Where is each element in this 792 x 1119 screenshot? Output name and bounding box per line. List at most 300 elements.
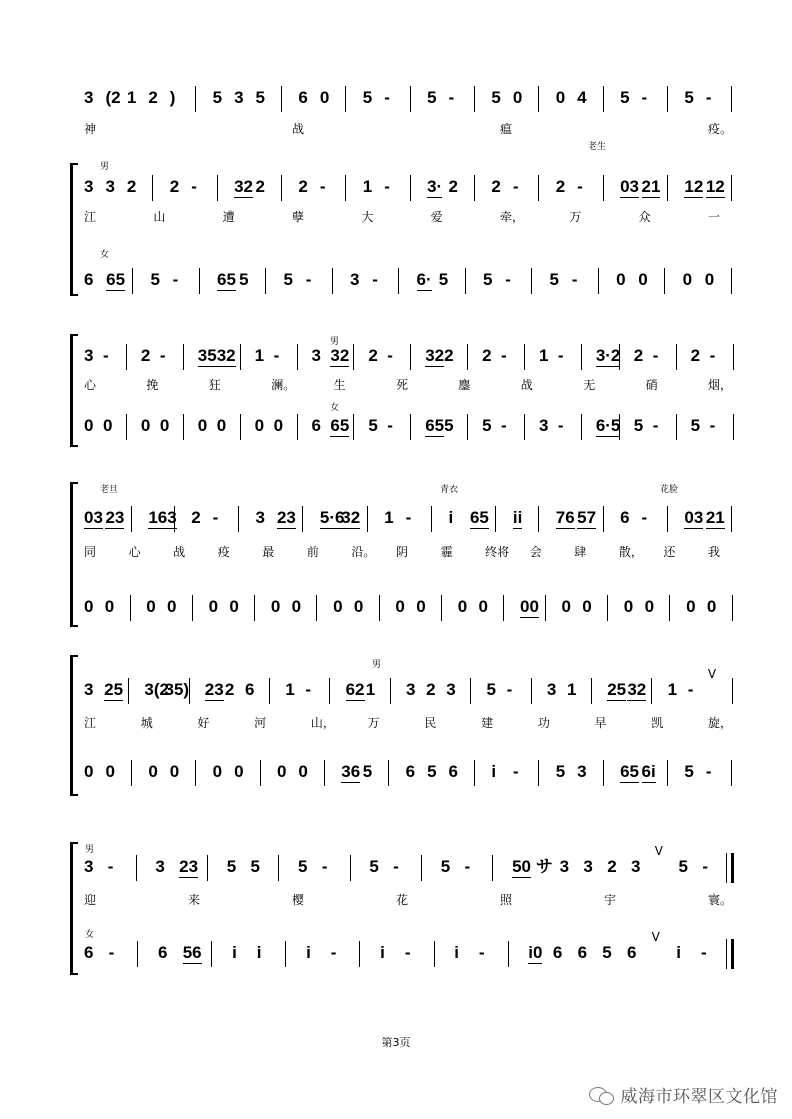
bar-line [733, 414, 734, 440]
note: - [571, 270, 578, 289]
bar-line [332, 268, 333, 294]
note: 32 [627, 680, 647, 699]
note: 0 [104, 597, 115, 616]
note: 50 [512, 857, 531, 876]
note: - [501, 346, 507, 365]
bar-line [329, 678, 330, 704]
note: - [577, 177, 583, 196]
bar-line [731, 506, 732, 532]
note: 0 [395, 597, 405, 616]
bar-line [538, 86, 539, 112]
note: - [319, 177, 326, 196]
note: 0 [140, 416, 151, 435]
note: - [305, 680, 312, 699]
note: 6 [577, 943, 588, 962]
bar-line [598, 268, 599, 294]
note: - [393, 857, 399, 876]
note: 2 [607, 857, 617, 876]
note: 5 [491, 88, 501, 107]
bar-line [285, 941, 286, 967]
bar-line [538, 760, 539, 786]
bar-line [297, 344, 298, 370]
note: 5 [427, 88, 437, 107]
note: 3 [84, 88, 94, 107]
note: - [102, 346, 109, 365]
note: (2 [105, 88, 121, 107]
bar-line [492, 855, 493, 881]
bar-line [324, 760, 325, 786]
note: 5 [283, 270, 293, 289]
note: 5 [633, 416, 644, 435]
lyric: 战 [173, 545, 186, 559]
bar-line [470, 678, 471, 704]
note: 0 [212, 762, 223, 781]
note: - [557, 346, 564, 365]
bar-line [603, 506, 604, 532]
note: 3·2 [595, 346, 621, 365]
note: - [702, 857, 708, 876]
role-label: 老旦 [100, 485, 119, 495]
breath-mark: V [707, 667, 717, 681]
bar-line [581, 414, 582, 440]
system-brace [70, 842, 79, 975]
bar-line [359, 941, 360, 967]
note: 2 [448, 177, 458, 196]
note: 3 [538, 416, 549, 435]
bar-line [126, 344, 127, 370]
bar-line [269, 678, 270, 704]
note: 0 [197, 416, 208, 435]
note: 65 [106, 270, 126, 289]
note: i [676, 943, 682, 962]
note: 32 [234, 177, 254, 196]
lyric: 疫。 [708, 122, 733, 136]
note: 6 [84, 270, 94, 289]
bar-line [731, 760, 732, 786]
note: 1 [254, 346, 265, 365]
note: - [107, 857, 114, 876]
note: 5 [482, 416, 492, 435]
note: 03 [684, 508, 704, 527]
note: 5 [549, 270, 560, 289]
note: 12 [684, 177, 704, 196]
note: 6 [552, 943, 563, 962]
note: - [641, 508, 648, 527]
note: 0 [623, 597, 634, 616]
bar-line [503, 595, 504, 621]
note: 0 [333, 597, 343, 616]
note: 2 [426, 680, 436, 699]
bar-line [240, 344, 241, 370]
bar-line [731, 268, 732, 294]
bar-line [434, 941, 435, 967]
note: 2 [444, 346, 454, 365]
bar-line [619, 414, 620, 440]
note: 03 [84, 508, 103, 527]
bar-line [731, 86, 732, 112]
note: - [641, 88, 648, 107]
bar-line [467, 344, 468, 370]
bar-line [183, 414, 184, 440]
note: ii [512, 508, 523, 527]
lyric: 无 [583, 378, 596, 392]
note: - [384, 88, 390, 107]
note: 6 [620, 508, 630, 527]
bar-line [508, 941, 509, 967]
note: - [372, 270, 378, 289]
note: i [232, 943, 237, 962]
bar-line [297, 414, 298, 440]
note: 6i [641, 762, 656, 781]
breath-mark: V [654, 844, 663, 858]
note: i [380, 943, 385, 962]
lyric: 城 [140, 716, 153, 730]
bar-line [195, 86, 196, 112]
note: 65 [425, 416, 445, 435]
note: 5 [362, 88, 373, 107]
bar-line [421, 855, 422, 881]
note: 1 [126, 88, 137, 107]
note: - [652, 416, 659, 435]
role-label: 青衣 [440, 485, 459, 495]
lyric: 万 [367, 716, 380, 730]
bar-line [131, 760, 132, 786]
note: - [159, 346, 166, 365]
bar-line [732, 678, 733, 704]
bar-line [733, 344, 734, 370]
watermark [589, 1082, 779, 1107]
note: 25 [607, 680, 627, 699]
note: 03 [620, 177, 639, 196]
bar-line [731, 175, 732, 201]
note: 6 [626, 943, 637, 962]
bar-line [211, 941, 212, 967]
bar-line [174, 506, 175, 532]
bar-line [651, 678, 652, 704]
note: 5 [250, 857, 260, 876]
bar-line [189, 678, 190, 704]
note: 3 [311, 346, 321, 365]
lyric: 建 [481, 716, 494, 730]
lyric: 孽 [292, 210, 305, 224]
bar-line [345, 175, 346, 201]
note: 1 [538, 346, 549, 365]
lyric: 万 [569, 210, 582, 224]
bar-line [495, 506, 496, 532]
note: - [108, 943, 115, 962]
note: 0 [84, 416, 94, 435]
note: 3 [559, 857, 570, 876]
note: 6 [84, 943, 94, 962]
note: 2 [368, 346, 378, 365]
note: 3 [630, 857, 641, 876]
note: 0 [478, 597, 488, 616]
lyric: 硝 [645, 378, 658, 392]
note: - [557, 416, 564, 435]
note: 5 [690, 416, 701, 435]
note: 5 [684, 88, 694, 107]
note: - [705, 88, 712, 107]
lyric: 烟， [708, 378, 733, 392]
note: 5 [298, 857, 308, 876]
note: 5 [620, 88, 630, 107]
bar-line [603, 86, 604, 112]
note: 3 [84, 680, 94, 699]
bar-line [676, 414, 677, 440]
bar-line [281, 175, 282, 201]
note: 5 [684, 762, 694, 781]
note: 4 [577, 88, 587, 107]
bar-line [545, 595, 546, 621]
lyric: 前 [306, 545, 319, 559]
bar-line [238, 506, 239, 532]
bar-line [265, 268, 266, 294]
bar-line [137, 941, 138, 967]
bar-line [603, 760, 604, 786]
note: 0 [706, 597, 717, 616]
note: 5 [255, 88, 265, 107]
bar-line [667, 86, 668, 112]
note: 57 [577, 508, 597, 527]
note: - [212, 508, 219, 527]
note: 2 [191, 508, 201, 527]
role-label: 男 [330, 337, 340, 347]
lyric: 战 [292, 122, 305, 136]
note: 0 [555, 88, 566, 107]
note: 3 [255, 508, 265, 527]
note: 56 [182, 943, 202, 962]
note: 1 [365, 680, 376, 699]
note: 5 [212, 88, 223, 107]
note: 0 [582, 597, 592, 616]
note: 2 [126, 177, 137, 196]
note: 3 [546, 680, 557, 699]
bar-line [183, 344, 184, 370]
lyric: 战 [520, 378, 533, 392]
bar-line [410, 86, 411, 112]
breath-mark: V [651, 930, 660, 944]
lyric: 爱 [430, 210, 443, 224]
note: 0 [102, 416, 113, 435]
watermark-text: 威海市环翠区文化馆 [620, 1087, 778, 1107]
note: 2 [690, 346, 701, 365]
lyric: 牵， [500, 210, 525, 224]
bar-line [131, 506, 132, 532]
note: 0 [229, 597, 239, 616]
note: 65 [330, 416, 350, 435]
note: - [387, 346, 393, 365]
note: 23 [105, 508, 125, 527]
role-label: 老生 [588, 142, 607, 152]
lyric: 寰。 [708, 893, 733, 907]
lyric: 沿。 [351, 545, 376, 559]
bar-line [128, 678, 129, 704]
system-brace [70, 334, 79, 447]
note: - [652, 346, 659, 365]
note: 0 [704, 270, 715, 289]
note: 3 [84, 346, 94, 365]
note: 6 [244, 680, 255, 699]
note: 163 [148, 508, 177, 527]
bar-line [398, 268, 399, 294]
lyric: 功 [537, 716, 550, 730]
bar-line [350, 855, 351, 881]
lyric: 众 [638, 210, 651, 224]
lyric: 宇 [604, 893, 617, 907]
note: 2 [491, 177, 501, 196]
lyric: 心 [128, 545, 141, 559]
note: 0 [638, 270, 648, 289]
lyric: 同 [84, 545, 97, 559]
voice-label: 女 [330, 403, 340, 413]
note: 2 [482, 346, 492, 365]
note: i [454, 943, 459, 962]
note: 0 [686, 597, 696, 616]
note: - [709, 416, 716, 435]
bar-line [367, 506, 368, 532]
bar-line [410, 344, 411, 370]
note: 23 [204, 680, 224, 699]
note: 5 [555, 762, 566, 781]
bar-line [130, 595, 131, 621]
note: - [478, 943, 485, 962]
note: 1 [285, 680, 295, 699]
bar-line [353, 344, 354, 370]
note: 5 [362, 762, 373, 781]
bar-line [302, 506, 303, 532]
bar-line [316, 595, 317, 621]
lyric: 旋， [708, 716, 733, 730]
lyric: 来 [188, 893, 201, 907]
note: 0 [148, 762, 158, 781]
note: 0 [561, 597, 571, 616]
bar-line [667, 175, 668, 201]
bar-line [474, 86, 475, 112]
note: 0 [319, 88, 330, 107]
note: 00 [520, 597, 539, 616]
system-brace [70, 655, 79, 796]
note: 0 [616, 270, 626, 289]
bar-line [260, 760, 261, 786]
bar-line [607, 595, 608, 621]
note: 3 [105, 177, 115, 196]
note: - [448, 88, 455, 107]
note: - [405, 508, 412, 527]
note: ) [169, 88, 176, 107]
note: 35) [164, 680, 190, 699]
note: 3 [155, 857, 165, 876]
lyric: 大 [361, 210, 374, 224]
note: - [506, 680, 513, 699]
note: 0 [84, 762, 94, 781]
lyric: 山， [310, 716, 335, 730]
note: i [491, 762, 497, 781]
lyric: 樱 [292, 893, 305, 907]
note: 23 [179, 857, 199, 876]
bar-line [199, 268, 200, 294]
bar-line [431, 506, 432, 532]
note: 0 [298, 762, 308, 781]
note: i0 [528, 943, 543, 962]
bar-line [732, 595, 733, 621]
note: 1 [384, 508, 394, 527]
lyric: 花 [396, 893, 409, 907]
note: - [330, 943, 337, 962]
note: 3 [84, 857, 94, 876]
page-number: 第3页 [381, 1036, 411, 1049]
note: 5 [368, 416, 378, 435]
lyric: 终将 [485, 545, 510, 559]
note: 1 [362, 177, 373, 196]
lyric: 会 [529, 545, 542, 559]
note: 2 [169, 177, 180, 196]
note: - [404, 943, 411, 962]
lyric: 澜。 [271, 378, 296, 392]
bar-line [531, 678, 532, 704]
note: 5 [438, 270, 449, 289]
lyric: 狂 [208, 378, 221, 392]
bar-line [254, 595, 255, 621]
note: 3 [84, 177, 94, 196]
note: 5 [440, 857, 451, 876]
bar-line [581, 344, 582, 370]
note: - [273, 346, 280, 365]
note: 62 [345, 680, 365, 699]
note: 0 [167, 597, 177, 616]
role-label: 男 [100, 162, 110, 172]
bar-line [345, 86, 346, 112]
lyric: 神 [84, 122, 97, 136]
note: 2 [255, 177, 265, 196]
note: - [705, 762, 712, 781]
note: 0 [512, 88, 523, 107]
lyric: 照 [500, 893, 513, 907]
bar-line [524, 414, 525, 440]
note: - [464, 857, 471, 876]
note: 5·6 [319, 508, 345, 527]
lyric: 凯 [651, 716, 664, 730]
lyric: 还 [663, 545, 676, 559]
bar-line [281, 86, 282, 112]
lyric: 最 [262, 545, 275, 559]
note: - [172, 270, 179, 289]
note: 65 [217, 270, 236, 289]
note: 5 [239, 270, 249, 289]
bar-line [538, 175, 539, 201]
note: 2 [148, 88, 158, 107]
note: 5 [369, 857, 379, 876]
bar-line [669, 595, 670, 621]
note: 1 [667, 680, 678, 699]
note: 3 [405, 680, 416, 699]
note: 6 [158, 943, 168, 962]
bar-line [410, 175, 411, 201]
bar-line [410, 414, 411, 440]
note: 76 [555, 508, 575, 527]
note: 0 [159, 416, 170, 435]
lyric: 民 [424, 716, 437, 730]
note: - [191, 177, 197, 196]
note: i [256, 943, 262, 962]
bar-line [126, 414, 127, 440]
role-label: 花脸 [660, 485, 679, 495]
note: - [305, 270, 312, 289]
bar-line [619, 344, 620, 370]
bar-line [278, 855, 279, 881]
final-barline [726, 853, 734, 883]
lyric: 生 [333, 378, 346, 392]
note: 5 [226, 857, 237, 876]
